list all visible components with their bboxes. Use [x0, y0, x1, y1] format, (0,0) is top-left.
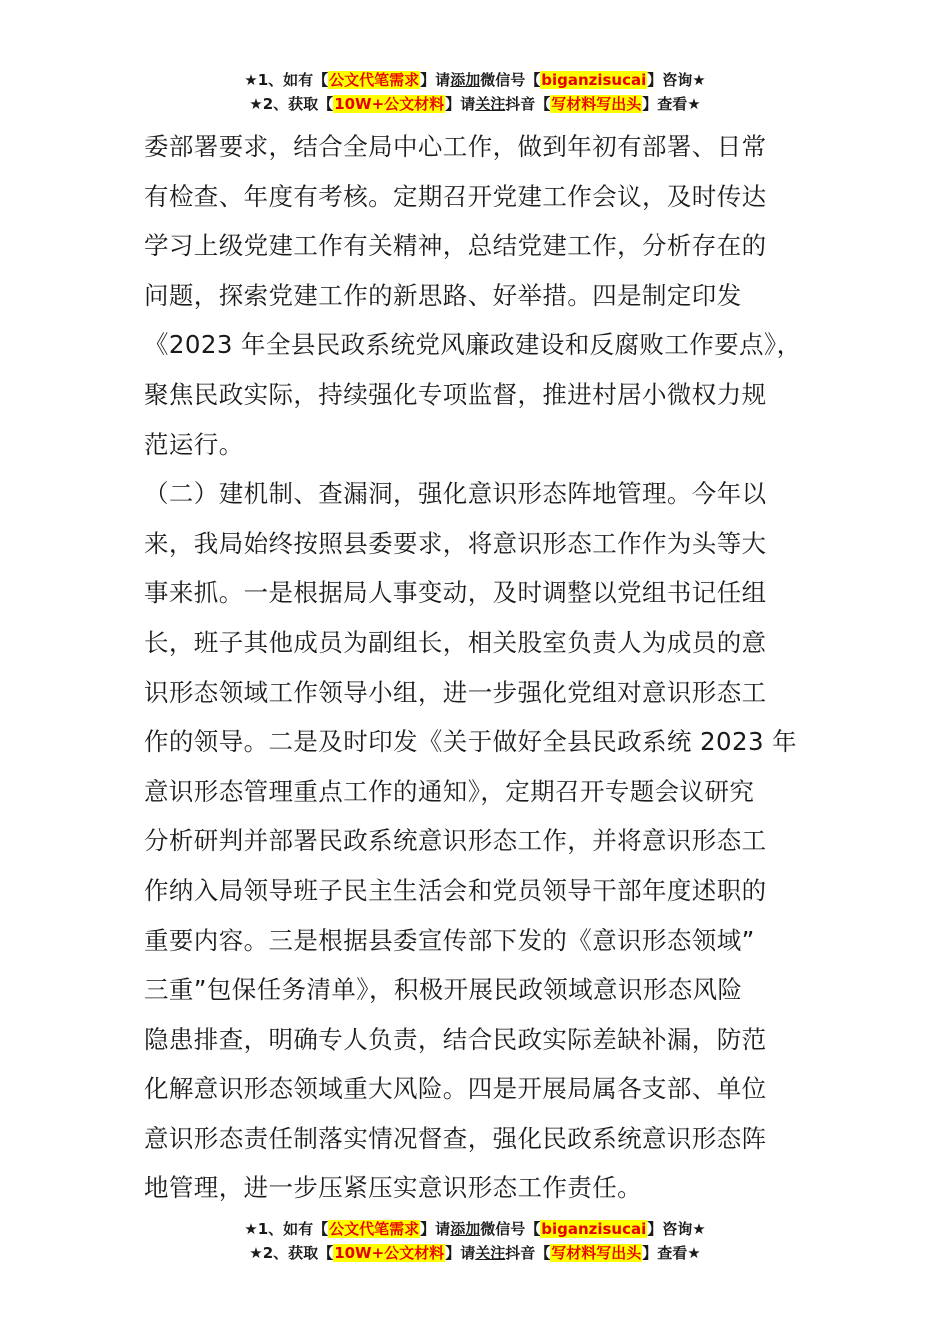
body-line: 问题，探索党建工作的新思路、好举措。四是制定印发 — [144, 280, 742, 310]
highlight-materials: 10W+公文材料 — [334, 95, 445, 113]
body-line: 作纳入局领导班子民主生活会和党员领导干部年度述职的 — [144, 875, 767, 905]
highlight-wechat-id: biganzisucai — [541, 1220, 647, 1238]
highlight-douyin-account: 写材料写出头 — [551, 1244, 642, 1262]
body-line: 委部署要求，结合全局中心工作，做到年初有部署、日常 — [144, 132, 767, 161]
body-line: 范运行。 — [144, 429, 244, 459]
banner-line-1: ★1、如有【公文代笔需求】请添加微信号【biganzisucai】咨询★ — [244, 71, 706, 89]
body-line: 地管理，进一步压紧压实意识形态工作责任。 — [144, 1173, 642, 1203]
body-line: 学习上级党建工作有关精神，总结党建工作，分析存在的 — [144, 231, 767, 261]
body-line: 意识形态责任制落实情况督查，强化民政系统意识形态阵 — [144, 1123, 767, 1153]
banner-line-2: ★2、获取【10W+公文材料】请关注抖音【写材料写出头】查看★ — [249, 95, 701, 113]
body-line: 来，我局始终按照县委要求，将意识形态工作作为头等大 — [144, 528, 767, 558]
body-line: 聚焦民政实际，持续强化专项监督，推进村居小微权力规 — [144, 379, 767, 409]
footer-banner — [0, 1217, 950, 1265]
body-line: 分析研判并部署民政系统意识形态工作，并将意识形态工 — [144, 826, 767, 856]
section-heading-line: （二）建机制、查漏洞，强化意识形态阵地管理。今年以 — [144, 479, 767, 509]
highlight-wechat-id: biganzisucai — [541, 71, 647, 89]
highlight-service: 公文代笔需求 — [329, 71, 420, 89]
body-line: 事来抓。一是根据局人事变动，及时调整以党组书记任组 — [144, 578, 767, 608]
highlight-douyin-account: 写材料写出头 — [551, 95, 642, 113]
body-line: 《2023 年全县民政系统党风廉政建设和反腐败工作要点》， — [144, 330, 802, 360]
body-line: 三重”包保任务清单》，积极开展民政领域意识形态风险 — [144, 975, 743, 1005]
highlight-service: 公文代笔需求 — [329, 1220, 420, 1238]
body-line: 有检查、年度有考核。定期召开党建工作会议，及时传达 — [144, 181, 767, 211]
body-line: 化解意识形态领域重大风险。四是开展局属各支部、单位 — [144, 1074, 767, 1104]
header-banner — [0, 68, 950, 116]
banner-line-1: ★1、如有【公文代笔需求】请添加微信号【biganzisucai】咨询★ — [244, 1220, 706, 1238]
highlight-materials: 10W+公文材料 — [334, 1244, 445, 1262]
document-body — [144, 122, 814, 1213]
body-line: 重要内容。三是根据县委宣传部下发的《意识形态领域” — [144, 925, 755, 955]
body-line: 意识形态管理重点工作的通知》，定期召开专题会议研究 — [144, 776, 755, 806]
body-line: 识形态领域工作领导小组，进一步强化党组对意识形态工 — [144, 677, 767, 707]
banner-line-2: ★2、获取【10W+公文材料】请关注抖音【写材料写出头】查看★ — [249, 1244, 701, 1262]
body-line: 长，班子其他成员为副组长，相关股室负责人为成员的意 — [144, 627, 767, 657]
body-line: 作的领导。二是及时印发《关于做好全县民政系统 2023 年 — [144, 727, 798, 757]
body-line: 隐患排查，明确专人负责，结合民政实际差缺补漏，防范 — [144, 1024, 767, 1054]
